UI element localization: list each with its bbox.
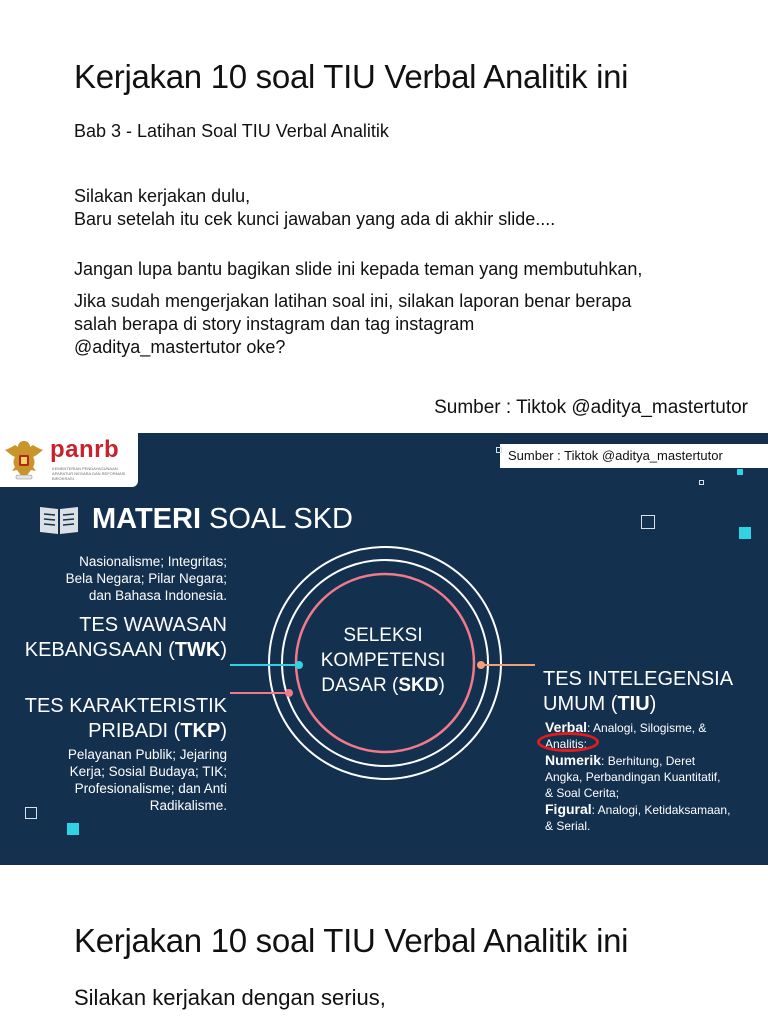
- decor-square: [699, 480, 704, 485]
- slide-subtitle: Bab 3 - Latihan Soal TIU Verbal Analitik: [74, 121, 389, 141]
- numerik-text: : Berhitung, Deret: [601, 754, 696, 768]
- twk-title-line: KEBANGSAAN (TWK): [24, 639, 227, 661]
- tkp-title-line: PRIBADI (TKP): [88, 720, 227, 742]
- tiu-numerik-item: [545, 752, 760, 769]
- twk-description: [0, 553, 227, 604]
- twk-title-line: TES WAWASAN: [79, 614, 227, 636]
- source-credit: Sumber : Tiktok @aditya_mastertutor: [434, 397, 748, 418]
- tkp-description-line: Kerja; Sosial Budaya; TIK;: [69, 764, 227, 779]
- figural-label: Figural: [545, 801, 592, 817]
- slide-title: Kerjakan 10 soal TIU Verbal Analitik ini: [74, 58, 629, 95]
- tkp-description-line: Radikalisme.: [149, 798, 227, 813]
- slide2-title: Kerjakan 10 soal TIU Verbal Analitik ini: [74, 922, 629, 959]
- decor-square: [641, 515, 655, 529]
- analitis-text: Analitis;: [545, 737, 588, 751]
- skd-center-line: SELEKSI: [343, 625, 423, 646]
- tkp-description-line: Profesionalisme; dan Anti: [74, 781, 227, 796]
- instruction-paragraph: [74, 185, 754, 231]
- twk-title: [0, 613, 227, 663]
- panrb-logo-text: panrb: [50, 436, 120, 463]
- skd-center-text: DASAR (: [321, 675, 399, 696]
- banner-source-credit: Sumber : Tiktok @aditya_mastertutor: [500, 444, 768, 468]
- tkp-abbr: TKP: [180, 720, 221, 742]
- materi-heading-bold: MATERI: [92, 502, 202, 535]
- tkp-title-text: PRIBADI (: [88, 720, 181, 742]
- decor-square: [67, 823, 79, 835]
- tkp-description: [0, 746, 227, 814]
- tiu-title-line: UMUM (TIU): [543, 693, 657, 715]
- tiu-figural-item: [545, 801, 760, 818]
- numerik-label: Numerik: [545, 752, 602, 768]
- garuda-emblem-icon: [3, 437, 45, 483]
- twk-description-line: Nasionalisme; Integritas;: [79, 554, 227, 569]
- red-circle-annotation: [537, 732, 599, 752]
- twk-abbr: TWK: [174, 639, 221, 661]
- skd-center-line: KOMPETENSI: [320, 650, 446, 671]
- analitis-highlight: [545, 736, 587, 752]
- skd-center-line: DASAR (SKD): [321, 675, 445, 696]
- tiu-verbal-item-cont: [545, 736, 760, 752]
- panrb-logo: [0, 433, 138, 487]
- tiu-numerik-line: & Soal Cerita;: [545, 786, 620, 800]
- tiu-title-line: TES INTELEGENSIA: [543, 668, 734, 690]
- instruction-line: Baru setelah itu cek kunci jawaban yang ada di akhir slide....: [74, 209, 556, 229]
- tkp-title-line: TES KARAKTERISTIK: [24, 695, 227, 717]
- decor-square: [739, 527, 751, 539]
- materi-heading-rest: SOAL SKD: [209, 502, 353, 535]
- skd-abbr: SKD: [398, 675, 439, 696]
- twk-description-line: dan Bahasa Indonesia.: [88, 588, 227, 603]
- tkp-description-line: Pelayanan Publik; Jejaring: [67, 747, 227, 762]
- decor-square: [496, 447, 502, 453]
- report-line: Jika sudah mengerjakan latihan soal ini, silakan laporan benar berapa: [74, 291, 632, 311]
- verbal-label: Verbal: [545, 719, 588, 735]
- slide-top: [0, 0, 768, 432]
- slide2-subtitle: Silakan kerjakan dengan serius,: [74, 985, 386, 1010]
- instruction-line: Silakan kerjakan dulu,: [74, 186, 251, 206]
- tiu-figural-line: & Serial.: [545, 819, 591, 833]
- report-line: salah berapa di story instagram dan tag instagram: [74, 314, 475, 334]
- report-line: @aditya_mastertutor oke?: [74, 337, 286, 357]
- materi-skd-banner: [0, 433, 768, 865]
- tiu-numerik-line: Angka, Perbandingan Kuantitatif,: [545, 770, 721, 784]
- twk-title-text: KEBANGSAAN (: [24, 639, 175, 661]
- tiu-subtopics: [545, 719, 760, 834]
- figural-text: : Analogi, Ketidaksamaan,: [591, 803, 731, 817]
- tiu-title: [543, 667, 733, 717]
- twk-description-line: Bela Negara; Pilar Negara;: [65, 571, 227, 586]
- report-paragraph: [74, 290, 754, 359]
- tiu-abbr: TIU: [617, 693, 650, 715]
- panrb-logo-subtext: KEMENTERIAN PENDAYAGUNAAN APARATUR NEGARA DAN REFORMASI BIROKRASI: [52, 466, 126, 481]
- tkp-connector-dot: [285, 689, 293, 697]
- tiu-title-text: UMUM (: [543, 693, 618, 715]
- tkp-title: [0, 694, 227, 744]
- open-book-icon: [38, 503, 80, 535]
- decor-square: [737, 469, 743, 475]
- share-paragraph: Jangan lupa bantu bagikan slide ini kepada teman yang membutuhkan,: [74, 259, 643, 279]
- skd-center-label: [293, 623, 473, 698]
- verbal-text: : Analogi, Silogisme, &: [587, 721, 707, 735]
